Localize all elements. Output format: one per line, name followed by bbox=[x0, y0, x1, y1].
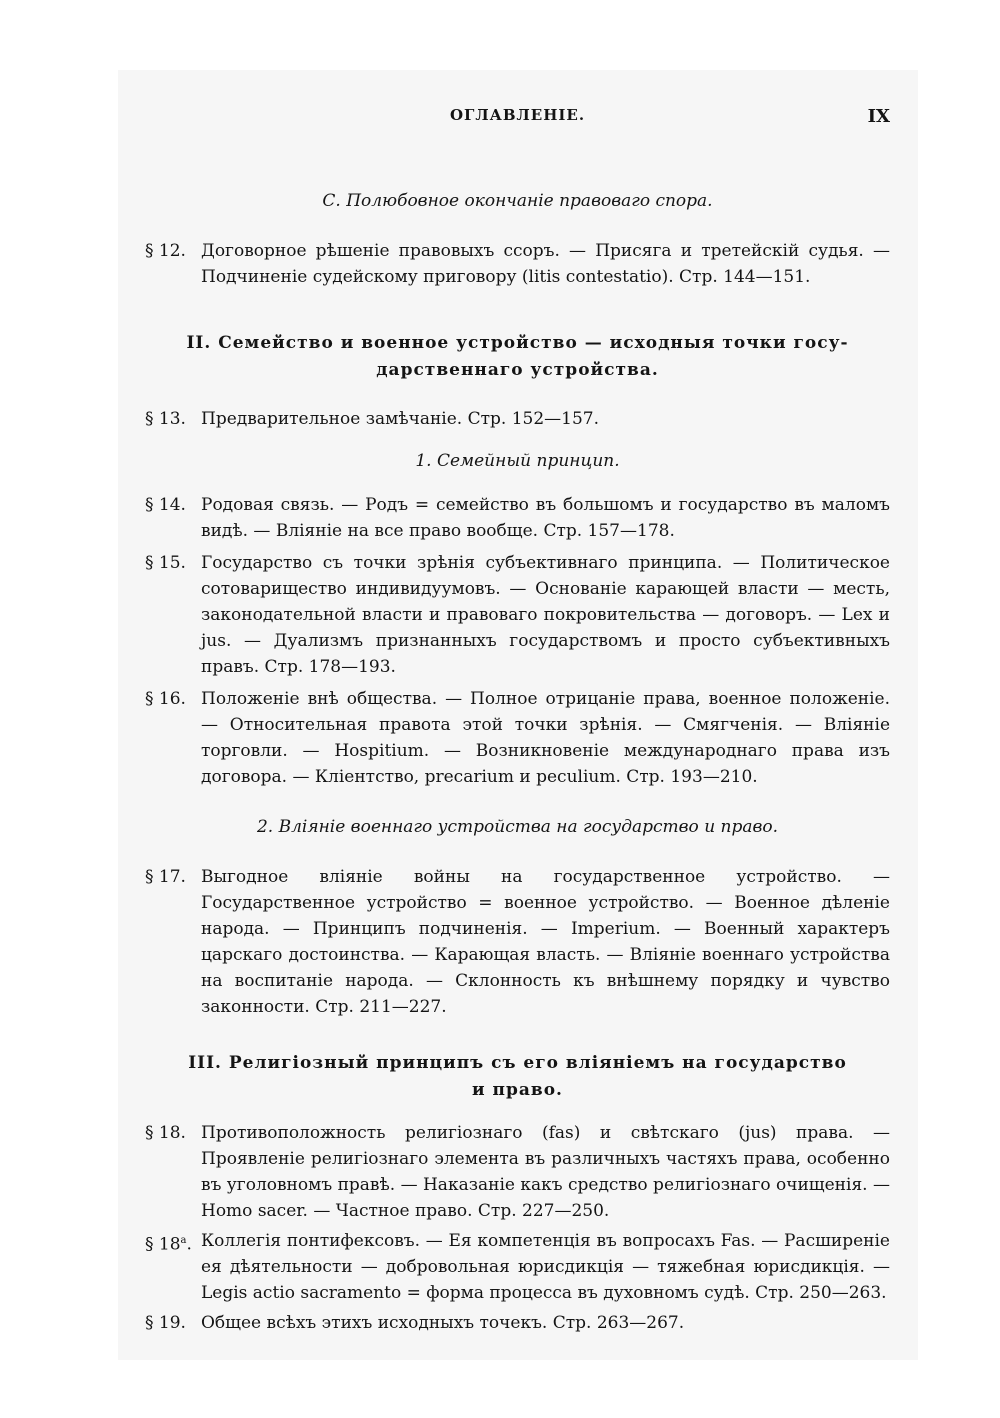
toc-entry-12 bbox=[145, 238, 890, 290]
part-heading-2-line2: дарственнаго устройства. bbox=[376, 360, 659, 380]
entry-number: § 13. bbox=[145, 409, 186, 429]
entry-text: Государство съ точки зрѣнія субъективнаго принципа. — Политическое сотоварищество индивидуумовъ. — Основаніе карающей власти — месть, законодательной власти и правоваго покровительства — договоръ. — Lex и jus. — Дуализмъ признанныхъ государствомъ и просто субъективныхъ правъ. Стр. 178—193. bbox=[201, 553, 890, 677]
entry-number-superscript: a bbox=[180, 1235, 187, 1246]
page-title: ОГЛАВЛЕНІЕ. bbox=[449, 106, 586, 124]
part-heading-3-line1: III. Религіозный принципъ съ его вліяніемъ на государство bbox=[188, 1053, 847, 1073]
entry-text: Противоположность религіознаго (fas) и свѣтскаго (jus) права. — Проявленіе религіознаго элемента въ различныхъ частяхъ права, особенно въ уголовномъ правѣ. — Наказаніе какъ средство религіознаго очищенія. — Homo sacer. — Частное право. Стр. 227—250. bbox=[201, 1123, 890, 1221]
entry-number: § 14. bbox=[145, 495, 186, 515]
entry-number-dot: . bbox=[186, 1234, 192, 1255]
part-heading-2-line1: II. Семейство и военное устройство — исходныя точки госу- bbox=[186, 333, 849, 353]
entry-number bbox=[145, 1228, 201, 1306]
part-heading-3-line2: и право. bbox=[472, 1080, 563, 1100]
toc-entry-19 bbox=[145, 1310, 890, 1336]
entry-number: § 18. bbox=[145, 1123, 186, 1143]
entry-text: Родовая связь. — Родъ = семейство въ большомъ и государство въ маломъ видѣ. — Вліяніе на все право вообще. Стр. 157—178. bbox=[201, 495, 890, 541]
entry-text: Договорное рѣшеніе правовыхъ ссоръ. — Присяга и третейскій судья. — Подчиненіе судейскому приговору (litis contestatio). Стр. 144—151. bbox=[201, 241, 890, 287]
toc-entry-13 bbox=[145, 406, 890, 432]
subsection-heading-1: 1. Семейный принцип. bbox=[415, 451, 620, 471]
entry-text: Выгодное вліяніе войны на государственное устройство. — Государственное устройство = военное устройство. — Военное дѣленіе народа. — Принципъ подчиненія. — Imperium. — Военный характеръ царскаго достоинства. — Карающая власть. — Вліяніе военнаго устройства на воспитаніе народа. — Склонность къ внѣшнему порядку и чувство законности. Стр. 211—227. bbox=[201, 867, 890, 1017]
entry-number: § 15. bbox=[145, 553, 186, 573]
entry-text: Коллегія понтифексовъ. — Ея компетенція въ вопросахъ Fas. — Расширеніе ея дѣятельности — добровольная юрисдикція — тяжебная юрисдикція. — Legis actio sacramento = форма процесса въ духовномъ судѣ. Стр. 250—263. bbox=[201, 1231, 890, 1303]
subsection-heading-c: С. Полюбовное окончанiе правоваго спора. bbox=[322, 191, 713, 211]
toc-entry-16 bbox=[145, 686, 890, 790]
toc-entry-17 bbox=[145, 864, 890, 1020]
entry-number: § 17. bbox=[145, 867, 186, 887]
toc-entry-14 bbox=[145, 492, 890, 544]
entry-text: Положеніе внѣ общества. — Полное отрицаніе права, военное положеніе. — Относительная правота этой точки зрѣнія. — Смягченія. — Вліяніе торговли. — Hospitium. — Возникновеніе международнаго права изъ договора. — Кліентство, precarium и peculium. Стр. 193—210. bbox=[201, 689, 890, 787]
table-of-contents bbox=[145, 188, 890, 1336]
entry-text: Общее всѣхъ этихъ исходныхъ точекъ. Стр. 263—267. bbox=[201, 1313, 685, 1333]
subsection-heading-2: 2. Вліяніе военнаго устройства на государство и право. bbox=[256, 817, 779, 837]
toc-entry-18 bbox=[145, 1120, 890, 1224]
entry-number-base: § 18 bbox=[145, 1234, 181, 1255]
entry-number: § 12. bbox=[145, 241, 186, 261]
toc-entry-15 bbox=[145, 550, 890, 680]
toc-entry-18a bbox=[145, 1228, 890, 1306]
page-header bbox=[145, 106, 890, 130]
page-number: IX bbox=[867, 106, 890, 127]
entry-number: § 19. bbox=[145, 1313, 186, 1333]
entry-text: Предварительное замѣчаніе. Стр. 152—157. bbox=[201, 409, 599, 429]
entry-number: § 16. bbox=[145, 689, 186, 709]
